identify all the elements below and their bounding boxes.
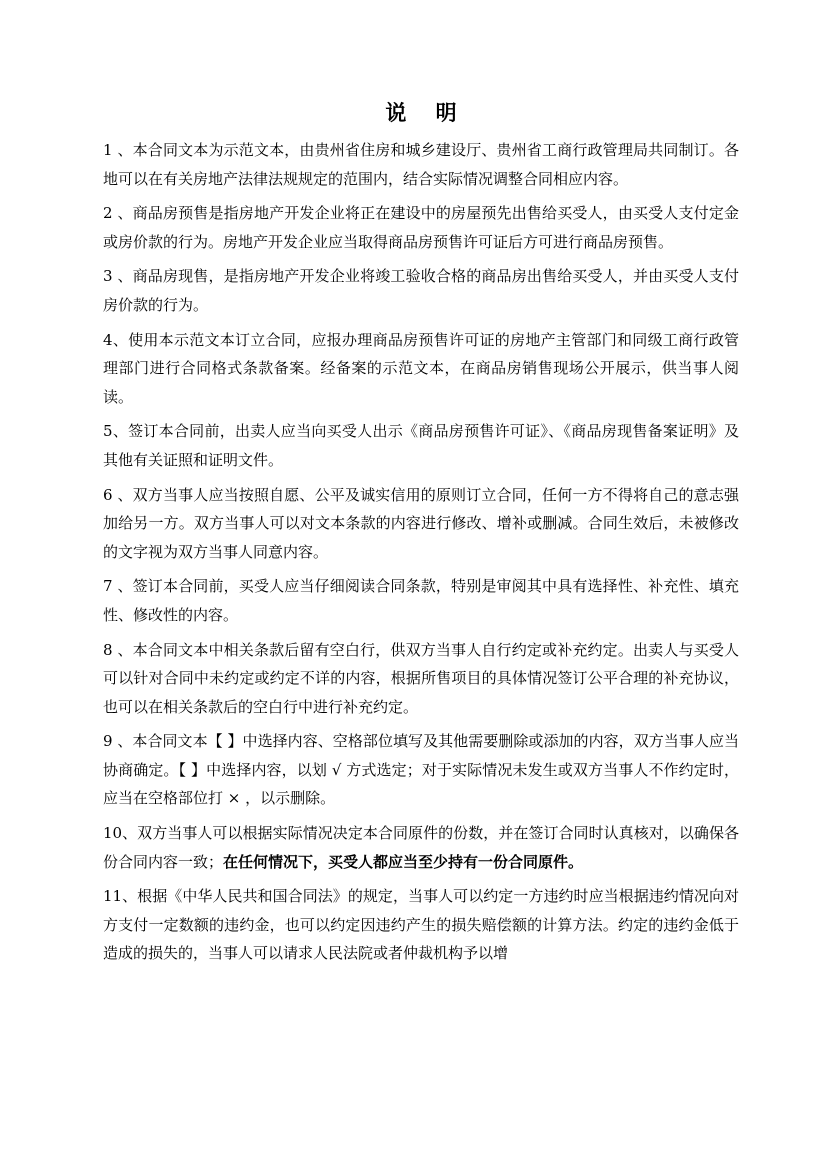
- paragraph-10: [103, 819, 739, 876]
- document-title: 说 明: [385, 101, 457, 125]
- paragraph-9: [103, 727, 739, 813]
- paragraph-2-text: 2 、商品房预售是指房地产开发企业将正在建设中的房屋预先出售给买受人，由买受人支付定金或房价款的行为。房地产开发企业应当取得商品房预售许可证后方可进行商品房预售。: [103, 204, 739, 251]
- paragraph-1: [103, 136, 739, 193]
- paragraph-5-text: 5、签订本合同前，出卖人应当向买受人出示《商品房预售许可证》、《商品房现售备案证明》及其他有关证照和证明文件。: [103, 422, 739, 469]
- paragraph-7-text: 7 、签订本合同前，买受人应当仔细阅读合同条款，特别是审阅其中具有选择性、补充性、填充性、修改性的内容。: [103, 577, 739, 624]
- paragraph-3-text: 3 、商品房现售，是指房地产开发企业将竣工验收合格的商品房出售给买受人，并由买受人支付房价款的行为。: [103, 267, 739, 314]
- paragraph-2: [103, 199, 739, 256]
- paragraph-4-text: 4、使用本示范文本订立合同，应报办理商品房预售许可证的房地产主管部门和同级工商行政管理部门进行合同格式条款备案。经备案的示范文本，在商品房销售现场公开展示，供当事人阅读。: [103, 330, 739, 406]
- paragraph-10-bold-text: 在任何情况下，买受人都应当至少持有一份合同原件。: [223, 852, 584, 871]
- paragraph-10-text: 10、双方当事人可以根据实际情况决定本合同原件的份数，并在签订合同时认真核对，以确保各份合同内容一致；: [103, 824, 739, 871]
- paragraph-8: [103, 636, 739, 722]
- paragraph-7: [103, 572, 739, 629]
- paragraph-3: [103, 262, 739, 319]
- paragraph-4: [103, 326, 739, 412]
- paragraph-11: [103, 882, 739, 968]
- paragraph-1-text: 1 、本合同文本为示范文本，由贵州省住房和城乡建设厅、贵州省工商行政管理局共同制订。各地可以在有关房地产法律法规规定的范围内，结合实际情况调整合同相应内容。: [103, 141, 739, 188]
- paragraph-5: [103, 417, 739, 474]
- paragraph-6-text: 6 、双方当事人应当按照自愿、公平及诚实信用的原则订立合同，任何一方不得将自己的意志强加给另一方。双方当事人可以对文本条款的内容进行修改、增补或删减。合同生效后，未被修改的文字视为双方当事人同意内容。: [103, 485, 739, 561]
- paragraph-11-text: 11、根据《中华人民共和国合同法》的规定，当事人可以约定一方违约时应当根据违约情况向对方支付一定数额的违约金，也可以约定因违约产生的损失赔偿额的计算方法。约定的违约金低于造成的损失的，当事人可以请求人民法院或者仲裁机构予以增: [103, 887, 739, 963]
- paragraph-9-text: 9 、本合同文本【 】中选择内容、空格部位填写及其他需要删除或添加的内容，双方当事人应当协商确定。【 】中选择内容，以划 √ 方式选定；对于实际情况未发生或双方当事人不作约定时，应当在空格部位打 × ，以示删除。: [103, 732, 739, 808]
- paragraph-8-text: 8 、本合同文本中相关条款后留有空白行，供双方当事人自行约定或补充约定。出卖人与买受人可以针对合同中未约定或约定不详的内容，根据所售项目的具体情况签订公平合理的补充协议，也可以在相关条款后的空白行中进行补充约定。: [103, 640, 739, 716]
- document-page: [103, 96, 739, 974]
- paragraph-6: [103, 481, 739, 567]
